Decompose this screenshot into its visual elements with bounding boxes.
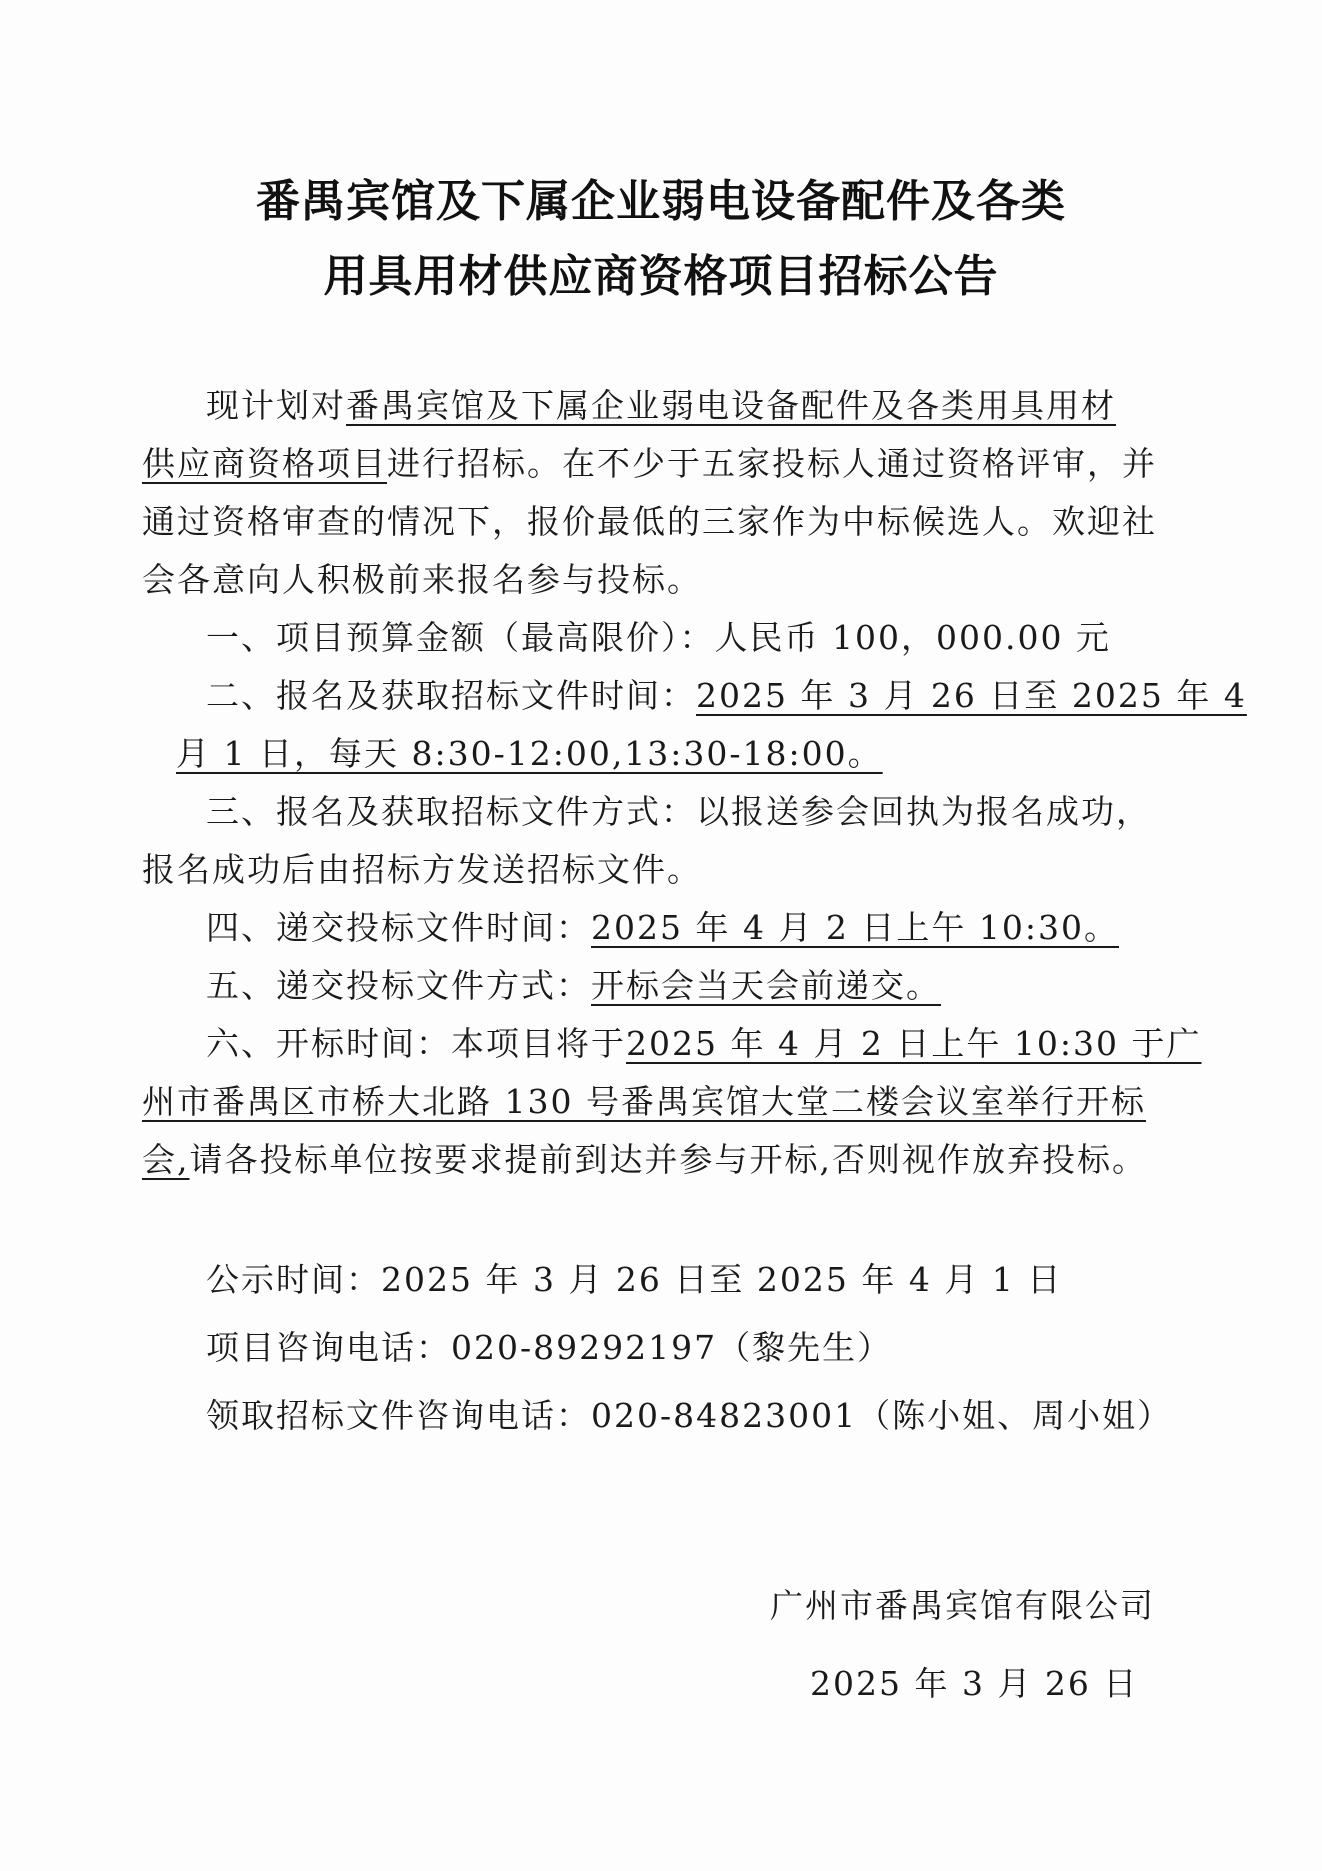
- item-registration-time-value-2: 月 1 日，每天 8:30-12:00,13:30-18:00。: [176, 734, 883, 773]
- item-opening-time-cont: [142, 1082, 1146, 1122]
- item-opening-location-end: 会,: [142, 1140, 190, 1179]
- document-phone: 领取招标文件咨询电话：020-84823001（陈小姐、周小姐）: [206, 1396, 1173, 1435]
- intro-prefix: 现计划对: [206, 386, 346, 425]
- item-registration-method-cont: 报名成功后由招标方发送招标文件。: [142, 850, 702, 889]
- intro-line-2-suffix: 进行招标。在不少于五家投标人通过资格评审，并: [387, 444, 1157, 483]
- title-line-2: 用具用材供应商资格项目招标公告: [323, 251, 999, 302]
- item-opening-time-value: 2025 年 4 月 2 日上午 10:30 于广: [626, 1024, 1202, 1063]
- item-submission-method-label: 五、递交投标文件方式：: [206, 966, 591, 1005]
- title-line-1: 番禺宾馆及下属企业弱电设备配件及各类: [256, 176, 1066, 227]
- item-opening-note: 请各投标单位按要求提前到达并参与开标,否则视作放弃投标。: [189, 1140, 1147, 1179]
- item-registration-time-label: 二、报名及获取招标文件时间：: [206, 676, 696, 715]
- item-budget: 一、项目预算金额（最高限价）：人民币 100，000.00 元: [206, 618, 1111, 657]
- notice-period: 公示时间：2025 年 3 月 26 日至 2025 年 4 月 1 日: [206, 1260, 1063, 1299]
- item-submission-method: [206, 966, 941, 1006]
- intro-line-3: 通过资格审查的情况下，报价最低的三家作为中标候选人。欢迎社: [142, 502, 1157, 541]
- intro-line-1: [206, 386, 1116, 426]
- item-registration-time-cont: [176, 734, 883, 774]
- item-registration-time: [206, 676, 1247, 716]
- item-registration-time-value: 2025 年 3 月 26 日至 2025 年 4: [696, 676, 1247, 715]
- project-phone: 项目咨询电话：020-89292197（黎先生）: [206, 1328, 893, 1367]
- item-registration-method: 三、报名及获取招标文件方式：以报送参会回执为报名成功，: [206, 792, 1151, 831]
- item-submission-time-label: 四、递交投标文件时间：: [206, 908, 591, 947]
- item-submission-time: [206, 908, 1119, 948]
- item-opening-time-label: 六、开标时间：本项目将于: [206, 1024, 626, 1063]
- project-name-underlined-2: 供应商资格项目: [142, 444, 387, 483]
- signature-date: 2025 年 3 月 26 日: [810, 1664, 1139, 1703]
- item-opening-location: 州市番禺区市桥大北路 130 号番禺宾馆大堂二楼会议室举行开标: [142, 1082, 1146, 1121]
- item-opening-time: [206, 1024, 1202, 1064]
- project-name-underlined: 番禺宾馆及下属企业弱电设备配件及各类用具用材: [346, 386, 1116, 425]
- item-submission-method-value: 开标会当天会前递交。: [591, 966, 941, 1005]
- item-submission-time-value: 2025 年 4 月 2 日上午 10:30。: [591, 908, 1120, 947]
- intro-line-2: [142, 444, 1157, 484]
- item-opening-time-cont-2: [142, 1140, 1147, 1180]
- intro-line-4: 会各意向人积极前来报名参与投标。: [142, 560, 702, 599]
- signature-company: 广州市番禺宾馆有限公司: [770, 1586, 1155, 1625]
